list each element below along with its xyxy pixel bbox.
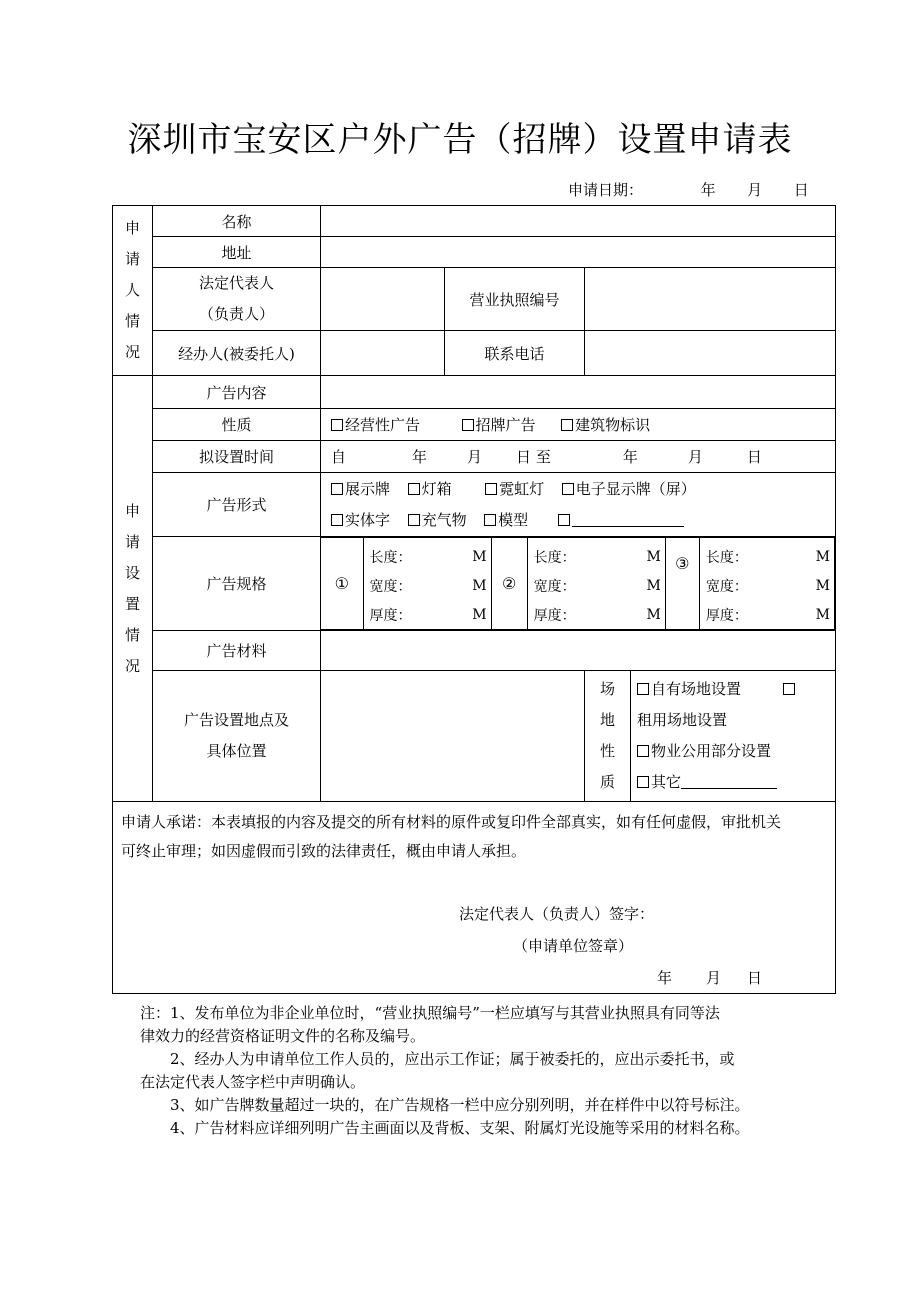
form-option-screen[interactable]: 电子显示牌（屏） bbox=[562, 480, 696, 498]
spec-dims-1[interactable]: 长度： M 宽度： M 厚度： M bbox=[363, 538, 491, 630]
checkbox[interactable] bbox=[331, 419, 343, 431]
checkbox[interactable] bbox=[561, 419, 573, 431]
form-option-lightbox[interactable]: 灯箱 bbox=[408, 480, 452, 498]
spec-dims-3[interactable]: 长度： M 宽度： M 厚度： M bbox=[699, 538, 834, 630]
spec-dims-2[interactable]: 长度： M 宽度： M 厚度： M bbox=[527, 538, 665, 630]
note-3: 3、如广告牌数量超过一块的，在广告规格一栏中应分别列明，并在样件中以符号标注。 bbox=[170, 1096, 750, 1114]
name-field[interactable] bbox=[321, 206, 836, 237]
location-label: 广告设置地点及 具体位置 bbox=[153, 671, 321, 802]
material-label: 广告材料 bbox=[153, 631, 321, 671]
note-1-cont: 律效力的经营资格证明文件的名称及编号。 bbox=[140, 1027, 426, 1045]
site-option-rent-checkbox[interactable] bbox=[783, 683, 795, 695]
content-label: 广告内容 bbox=[153, 376, 321, 409]
form-option-neon[interactable]: 霓虹灯 bbox=[485, 480, 544, 498]
spec-label: 广告规格 bbox=[153, 537, 321, 631]
name-label: 名称 bbox=[153, 206, 321, 237]
legal-rep-field[interactable] bbox=[321, 268, 445, 331]
note-2: 2、经办人为申请单位工作人员的，应出示工作证；属于被委托的，应出示委托书，或 bbox=[170, 1050, 735, 1068]
spec-number-3: ③ bbox=[665, 538, 699, 630]
stamp-label: （申请单位签章） bbox=[513, 937, 634, 955]
agent-field[interactable] bbox=[321, 331, 445, 376]
application-form bbox=[112, 205, 836, 994]
applicant-commitment bbox=[113, 802, 836, 994]
location-field[interactable] bbox=[321, 671, 585, 802]
nature-option-building[interactable]: 建筑物标识 bbox=[561, 416, 650, 434]
spec-number-2: ② bbox=[491, 538, 527, 630]
note-1: 注：1、发布单位为非企业单位时，“营业执照编号”一栏应填写与其营业执照具有同等法 bbox=[140, 1004, 720, 1022]
spec-field bbox=[321, 537, 836, 631]
form-option-inflatable[interactable]: 充气物 bbox=[408, 511, 467, 529]
phone-label: 联系电话 bbox=[445, 331, 585, 376]
site-nature-label: 场 地 性 质 bbox=[585, 671, 631, 802]
setup-section-label: 申 请 设 置 情 况 bbox=[113, 376, 153, 802]
checkbox[interactable] bbox=[462, 419, 474, 431]
nature-options bbox=[321, 409, 836, 441]
signature-label: 法定代表人（负责人）签字： bbox=[459, 905, 655, 923]
period-label: 拟设置时间 bbox=[153, 441, 321, 473]
note-4: 4、广告材料应详细列明广告主画面以及背板、支架、附属灯光设施等采用的材料名称。 bbox=[170, 1119, 750, 1137]
address-field[interactable] bbox=[321, 237, 836, 268]
notes bbox=[140, 1002, 800, 1140]
spec-number-1: ① bbox=[321, 538, 363, 630]
form-label: 广告形式 bbox=[153, 473, 321, 537]
address-label: 地址 bbox=[153, 237, 321, 268]
content-field[interactable] bbox=[321, 376, 836, 409]
date-month: 月 bbox=[747, 181, 763, 199]
site-option-other[interactable]: 其它 bbox=[637, 773, 681, 791]
material-field[interactable] bbox=[321, 631, 836, 671]
license-no-label: 营业执照编号 bbox=[445, 268, 585, 331]
commitment-date: 年 月 日 bbox=[657, 969, 763, 987]
applicant-section-label: 申 请 人 情 况 bbox=[113, 206, 153, 376]
legal-rep-label: 法定代表人 （负责人） bbox=[153, 268, 321, 331]
date-year: 年 bbox=[700, 181, 716, 199]
form-option-letters[interactable]: 实体字 bbox=[331, 511, 390, 529]
phone-field[interactable] bbox=[585, 331, 836, 376]
commitment-text-1: 申请人承诺：本表填报的内容及提交的所有材料的原件或复印件全部真实，如有任何虚假，审批机关 bbox=[121, 813, 782, 831]
form-option-display[interactable]: 展示牌 bbox=[331, 480, 390, 498]
site-option-property[interactable]: 物业公用部分设置 bbox=[637, 742, 771, 760]
nature-option-signboard[interactable]: 招牌广告 bbox=[462, 416, 536, 434]
form-option-other[interactable] bbox=[558, 511, 684, 529]
date-day: 日 bbox=[793, 181, 809, 199]
site-option-rent[interactable]: 租用场地设置 bbox=[637, 711, 728, 729]
page-title: 深圳市宝安区户外广告（招牌）设置申请表 bbox=[127, 120, 793, 160]
period-field[interactable]: 自 年 月 日 至 年 月 日 bbox=[321, 441, 836, 473]
form-option-model[interactable]: 模型 bbox=[484, 511, 528, 529]
site-option-own[interactable]: 自有场地设置 bbox=[637, 680, 741, 698]
agent-label: 经办人(被委托人) bbox=[153, 331, 321, 376]
date-label: 申请日期： bbox=[568, 181, 644, 199]
nature-label: 性质 bbox=[153, 409, 321, 441]
form-options bbox=[321, 473, 836, 537]
commitment-text-2: 可终止审理；如因虚假而引致的法律责任，概由申请人承担。 bbox=[121, 842, 527, 860]
application-date bbox=[568, 179, 809, 200]
site-nature-options bbox=[631, 671, 836, 802]
nature-option-commercial[interactable]: 经营性广告 bbox=[331, 416, 420, 434]
license-no-field[interactable] bbox=[585, 268, 836, 331]
note-2-cont: 在法定代表人签字栏中声明确认。 bbox=[140, 1073, 366, 1091]
